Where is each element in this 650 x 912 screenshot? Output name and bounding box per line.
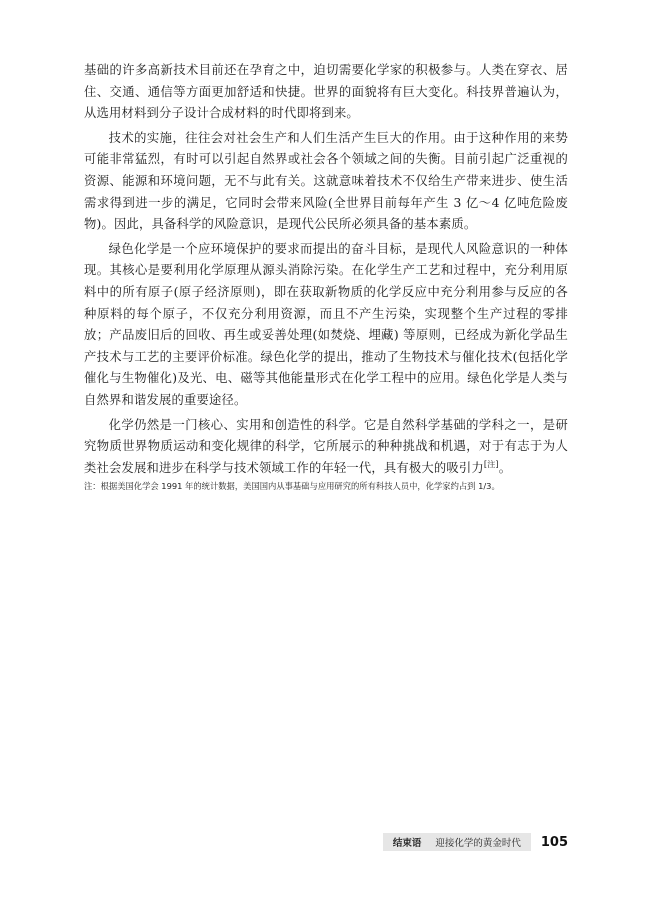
page-footer [383, 833, 568, 851]
paragraph-4-tail: 。 [498, 460, 512, 475]
paragraph-3: 绿色化学是一个应环境保护的要求而提出的奋斗目标，是现代人风险意识的一种体现。其核心是要利用化学原理从源头消除污染。在化学生产工艺和过程中，充分利用原料中的所有原子(原子经济原则)，即在获取新物质的化学反应中充分利用参与反应的各种原料的每个原子，不仅充分利用资源，而且不产生污染，实现整个生产过程的零排放；产品废旧后的回收、再生或妥善处理(如焚烧、埋藏) 等原则，已经成为新化学品生产技术与工艺的主要评价标准。绿色化学的提出，推动了生物技术与催化技术(包括化学催化与生物催化)及光、电、磁等其他能量形式在化学工程中的应用。绿色化学是人类与自然界和谐发展的重要途径。 [84, 241, 568, 407]
footnote: 注：根据美国化学会 1991 年的统计数据，美国国内从事基础与应用研究的所有科技人员中，化学家约占到 1/3。 [84, 481, 500, 491]
page-number: 105 [540, 834, 568, 850]
chapter-label: 结束语 [392, 838, 422, 849]
chapter-title: 迎接化学的黄金时代 [435, 838, 521, 849]
paragraph-4-text: 化学仍然是一门核心、实用和创造性的科学。它是自然科学基础的学科之一，是研究物质世界物质运动和变化规律的科学，它所展示的种种挑战和机遇，对于有志于为人类社会发展和进步在科学与技术领域工作的年轻一代，具有极大的吸引力 [84, 417, 568, 475]
paragraph-2: 技术的实施，往往会对社会生产和人们生活产生巨大的作用。由于这种作用的来势可能非常猛烈，有时可以引起自然界或社会各个领域之间的失衡。目前引起广泛重视的资源、能源和环境问题，无不与此有关。这就意味着技术不仅给生产带来进步、使生活需求得到进一步的满足，它同时会带来风险(全世界目前每年产生 3 亿～4 亿吨危险废物)。因此，具备科学的风险意识，是现代公民所必须具备的基本素质。 [84, 130, 568, 232]
body-text [84, 60, 568, 482]
running-footer [383, 833, 531, 851]
paragraph-4 [84, 415, 568, 480]
footnote-mark: [注] [483, 459, 499, 469]
paragraph-1: 基础的许多高新技术目前还在孕育之中，迫切需要化学家的积极参与。人类在穿衣、居住、交通、通信等方面更加舒适和快捷。世界的面貌将有巨大变化。科技界普遍认为，从选用材料到分子设计合成材料的时代即将到来。 [84, 63, 568, 121]
